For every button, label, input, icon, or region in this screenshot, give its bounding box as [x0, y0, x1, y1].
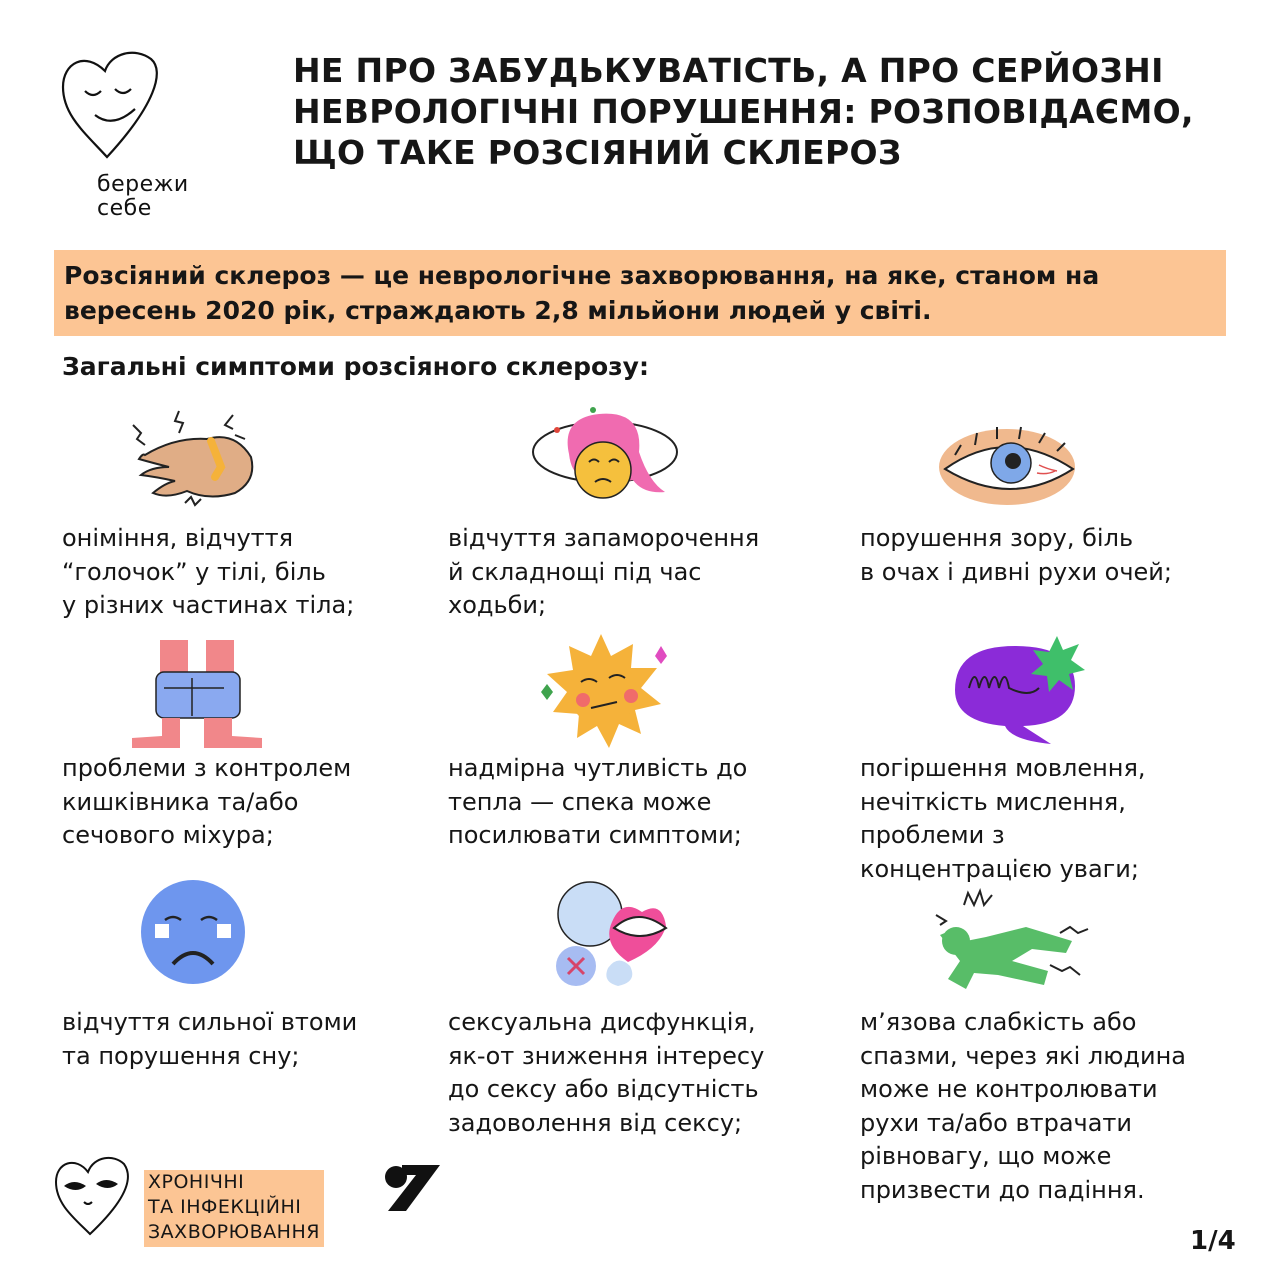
brand-logo	[55, 45, 225, 225]
hand-numbness-icon	[125, 405, 260, 520]
eye-icon	[935, 425, 1080, 510]
lips-heart-icon	[550, 878, 670, 993]
legs-icon	[130, 640, 265, 750]
dizzy-face-icon	[525, 400, 685, 510]
speech-bubble-icon	[945, 630, 1085, 750]
intro-banner: Розсіяний склероз — це неврологічне захворювання, на яке, станом на вересень 2020 рік, страждають 2,8 мільйони людей у світі.	[54, 250, 1226, 336]
symptom-text: оніміння, відчуття “голочок” у тілі, біль у різних частинах тіла;	[62, 524, 355, 619]
page-number: 1/4	[1190, 1226, 1236, 1256]
symptom-text: порушення зору, біль в очах і дивні рухи очей;	[860, 524, 1172, 586]
sad-face-icon	[135, 880, 250, 985]
page-title: НЕ ПРО ЗАБУДЬКУВАТІСТЬ, А ПРО СЕРЙОЗНІ НЕВРОЛОГІЧНІ ПОРУШЕННЯ: РОЗПОВІДАЄМО, ЩО ТАКЕ РОЗСІЯНИЙ СКЛЕРОЗ	[293, 51, 1194, 172]
heart-face-icon	[55, 45, 165, 165]
symptom-text: сексуальна дисфункція, як-от зниження інтересу до сексу або відсутність задоволення від сексу;	[448, 1008, 765, 1137]
symptom-text: проблеми з контролем кишківника та/або сечового міхура;	[62, 754, 352, 849]
symptom-text: погіршення мовлення, нечіткість мислення, проблеми з концентрацією уваги;	[860, 754, 1146, 883]
symptom-text: м’язова слабкість або спазми, через які людина може не контролювати рухи та/або втрачати рівновагу, що може призвести до падіння.	[860, 1008, 1187, 1204]
symptom-text: відчуття запаморочення й складнощі під час ходьби;	[448, 524, 760, 619]
symptoms-heading: Загальні симптоми розсіяного склерозу:	[62, 352, 649, 381]
falling-figure-icon	[930, 885, 1100, 1005]
heart-eyes-logo-icon	[52, 1152, 132, 1238]
sun-face-icon	[535, 630, 670, 750]
category-tag: ХРОНІЧНІ ТА ІНФЕКЦІЙНІ ЗАХВОРЮВАННЯ	[144, 1170, 324, 1247]
partner-logo-icon	[382, 1163, 442, 1213]
symptom-text: відчуття сильної втоми та порушення сну;	[62, 1008, 358, 1070]
brand-name: бережи себе	[97, 172, 189, 221]
symptom-text: надмірна чутливість до тепла — спека може посилювати симптоми;	[448, 754, 748, 849]
